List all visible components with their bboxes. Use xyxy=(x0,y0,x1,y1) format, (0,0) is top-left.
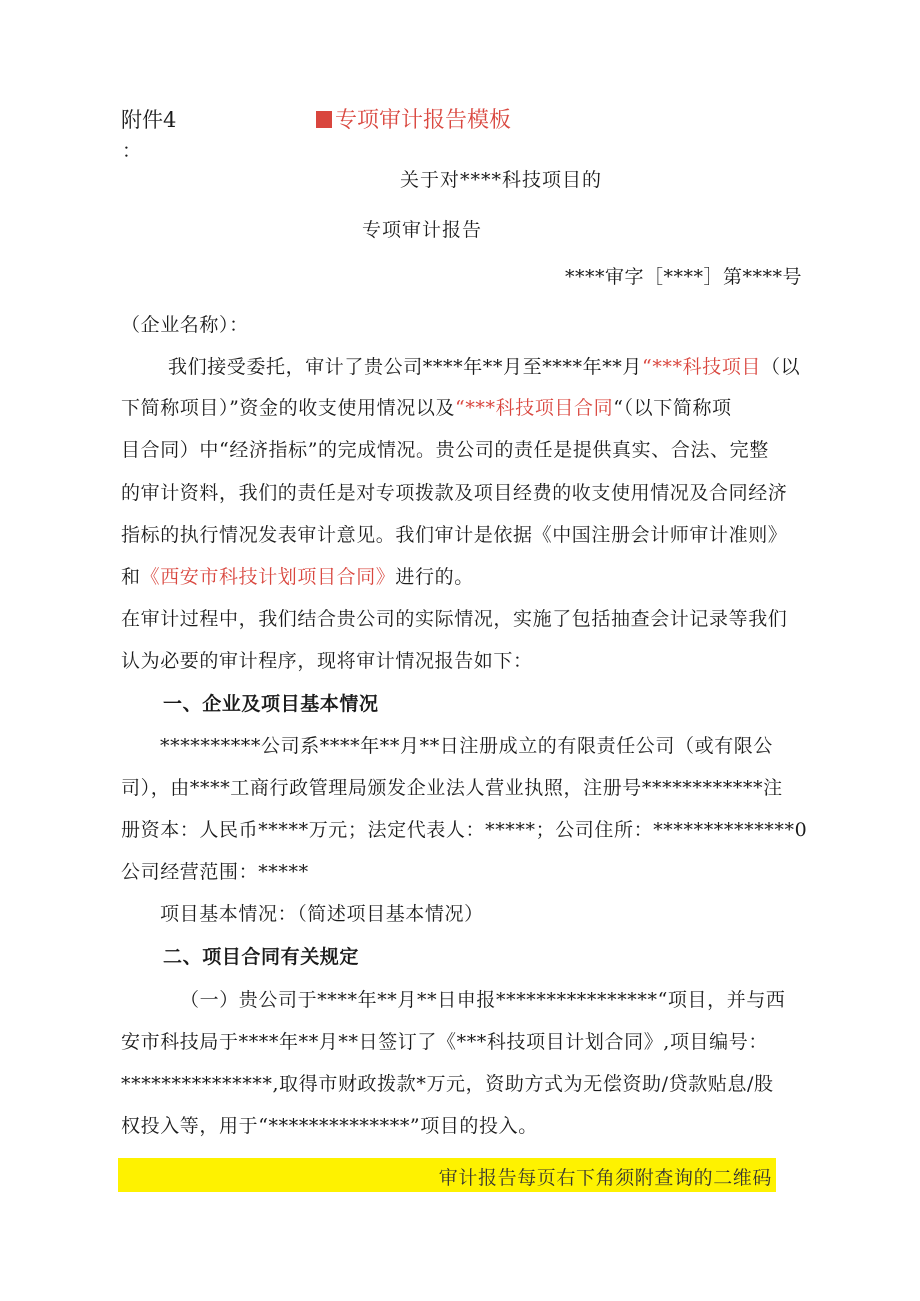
document-number: ****审字［****］第****号 xyxy=(564,266,802,288)
intro-text: （以 xyxy=(761,356,801,378)
report-title-line2: 专项审计报告 xyxy=(362,219,483,241)
project-name-highlight: “***科技项目 xyxy=(642,356,762,378)
section2-line-2: 安市科技局于****年**月**日签订了《***科技项目计划合同》,项目编号： xyxy=(121,1031,768,1053)
intro-text: “（以下简称项 xyxy=(613,397,732,419)
report-title-line1: 关于对****科技项目的 xyxy=(400,169,603,191)
intro-line-2 xyxy=(121,393,732,420)
intro-line-5: 指标的执行情况发表审计意见。我们审计是依据《中国注册会计师审计准则》 xyxy=(121,524,788,546)
intro-line-3: 目合同）中“经济指标”的完成情况。贵公司的责任是提供真实、合法、完整 xyxy=(121,439,769,461)
section1-line-1: **********公司系****年**月**日注册成立的有限责任公司（或有限公 xyxy=(160,735,774,757)
annex-label: 附件4 xyxy=(121,108,177,132)
red-square-icon xyxy=(316,111,332,128)
section1-line-4: 公司经营范围：***** xyxy=(121,861,309,883)
intro-line-4: 的审计资料，我们的责任是对专项拨款及项目经费的收支使用情况及合同经济 xyxy=(121,482,788,504)
section1-heading: 一、企业及项目基本情况 xyxy=(163,693,379,715)
addressee: （企业名称）： xyxy=(121,314,249,336)
section1-line-2: 司），由****工商行政管理局颁发企业法人营业执照，注册号************注 xyxy=(121,777,783,799)
intro-text: 我们接受委托，审计了贵公司****年**月至****年**月 xyxy=(168,356,643,378)
section1-line-5: 项目基本情况：（简述项目基本情况） xyxy=(160,903,484,925)
template-banner xyxy=(316,103,511,134)
intro-text: 进行的。 xyxy=(395,566,474,588)
contract-name-highlight: “***科技项目合同 xyxy=(455,397,614,419)
intro-line-7: 在审计过程中，我们结合贵公司的实际情况，实施了包括抽查会计记录等我们 xyxy=(121,608,788,630)
intro-line-1 xyxy=(168,352,800,379)
section2-line-1: （一）贵公司于****年**月**日申报****************“项目，并与西 xyxy=(180,989,786,1011)
intro-text: 下简称项目）”资金的收支使用情况以及 xyxy=(121,397,456,419)
intro-line-8: 认为必要的审计程序，现将审计情况报告如下： xyxy=(121,650,533,672)
section2-heading: 二、项目合同有关规定 xyxy=(163,946,360,968)
contract-reference-highlight: 《西安市科技计划项目合同》 xyxy=(140,566,396,588)
section2-line-3: ***************,取得市财政拨款*万元，资助方式为无偿资助/贷款贴息/股 xyxy=(121,1073,774,1095)
notice-text: 审计报告每页右下角须附查询的二维码 xyxy=(438,1167,772,1189)
intro-line-6 xyxy=(121,562,474,589)
intro-text: 和 xyxy=(121,566,141,588)
banner-text: 专项审计报告模板 xyxy=(335,108,512,133)
qr-code-notice xyxy=(118,1158,776,1192)
section2-line-4: 权投入等，用于“**************”项目的投入。 xyxy=(121,1115,538,1137)
section1-line-3: 册资本：人民币*****万元；法定代表人：*****；公司住所：**************0 xyxy=(121,819,808,841)
annex-colon: ： xyxy=(122,140,142,162)
